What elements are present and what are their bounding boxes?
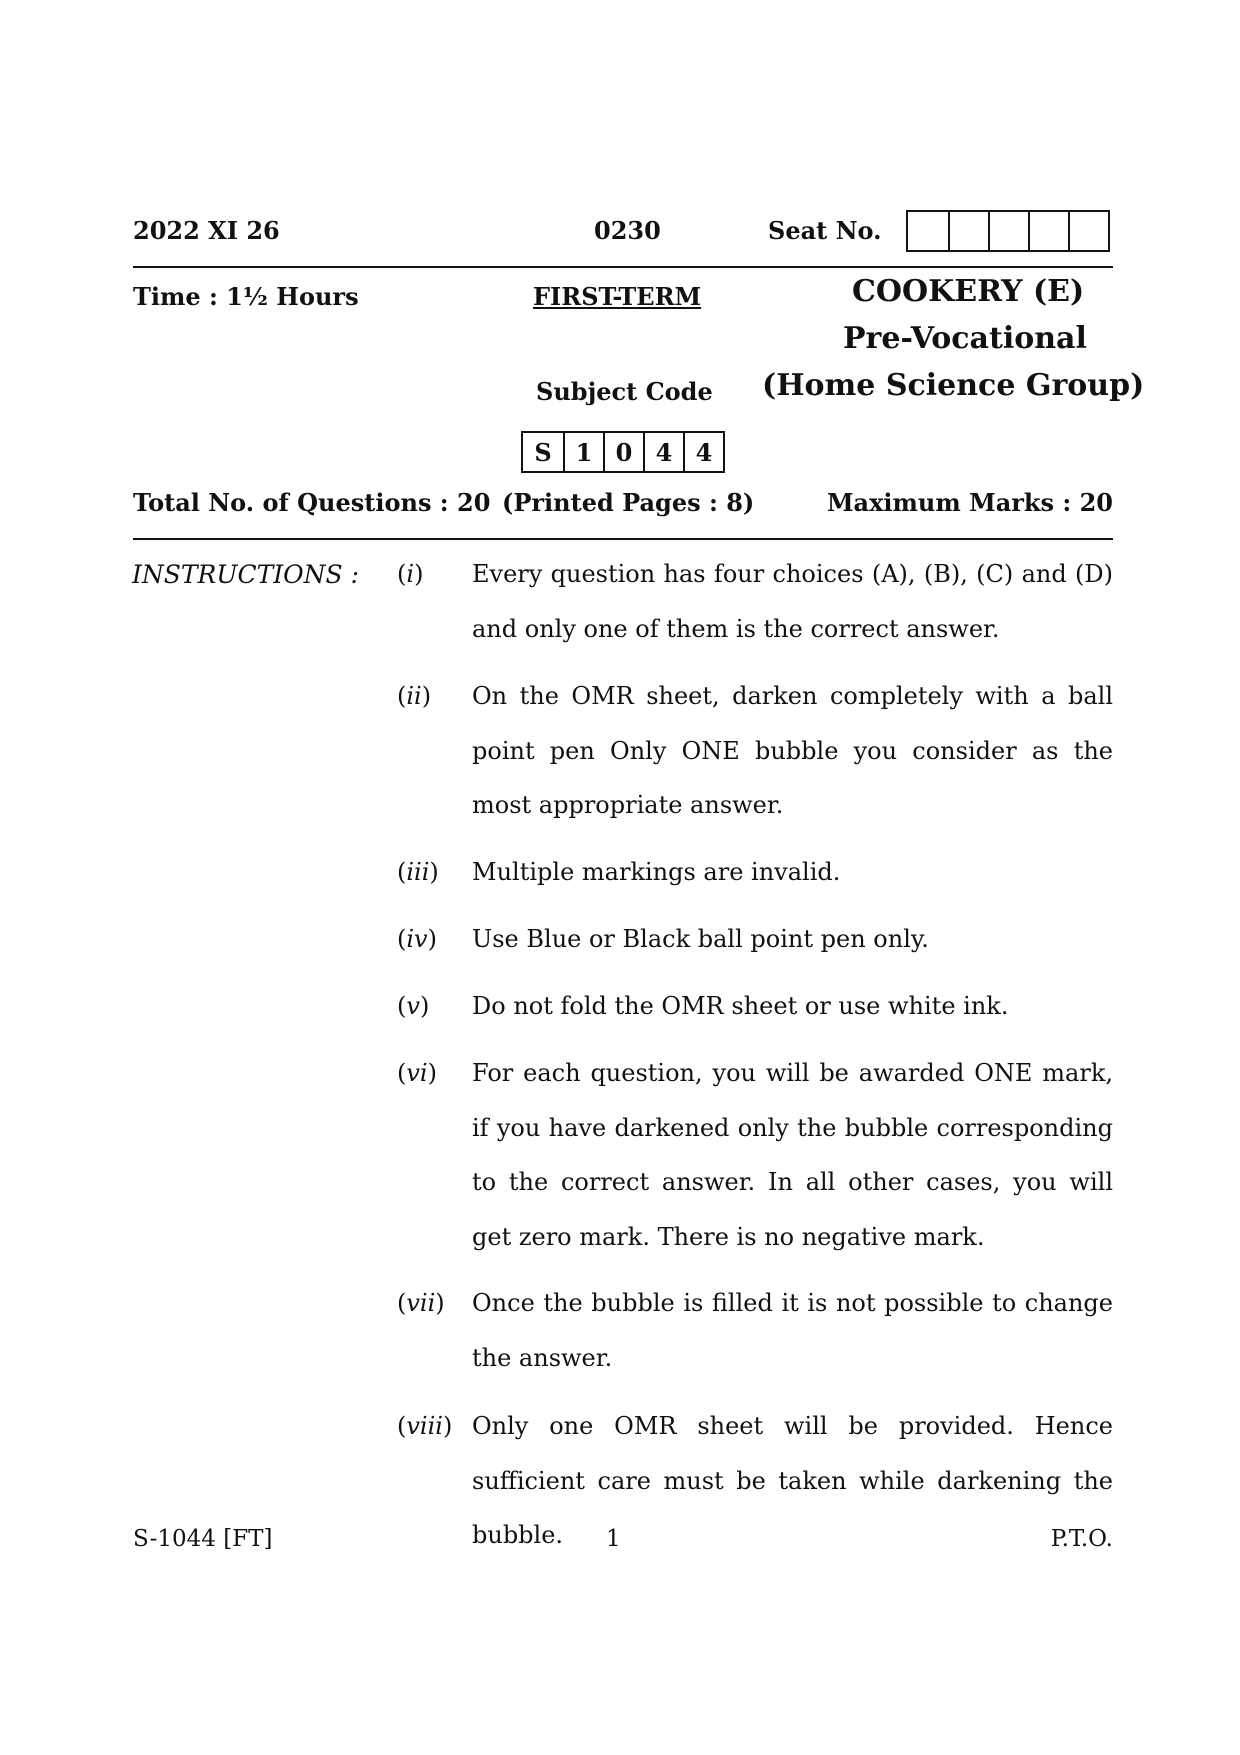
page-number: 1 — [606, 1526, 621, 1552]
instruction-text: Multiple markings are invalid. — [472, 858, 841, 886]
subject-line-2: Pre-Vocational — [843, 321, 1087, 356]
instruction-number: (vii) — [397, 1289, 445, 1317]
subject-code-boxes — [521, 431, 725, 473]
subject-code-char: 4 — [643, 433, 683, 471]
printed-pages: (Printed Pages : 8) — [502, 488, 755, 517]
instruction-number: (iii) — [397, 858, 439, 886]
seat-box — [988, 212, 1028, 250]
instruction-text: Once the bubble is filled it is not possible to change the answer. — [472, 1289, 1113, 1372]
instruction-number: (i) — [397, 560, 424, 588]
seat-number-boxes — [906, 210, 1110, 252]
term-title: FIRST-TERM — [533, 282, 702, 311]
instruction-text: Use Blue or Black ball point pen only. — [472, 925, 929, 953]
maximum-marks: Maximum Marks : 20 — [826, 488, 1113, 517]
total-questions: Total No. of Questions : 20 — [133, 488, 491, 517]
instruction-number: (ii) — [397, 682, 432, 710]
subject-code-label: Subject Code — [536, 377, 713, 406]
instructions-divider — [133, 538, 1113, 540]
subject-line-3: (Home Science Group) — [762, 368, 1145, 403]
subject-code-char: S — [534, 437, 552, 467]
subject-code-char: 0 — [603, 433, 643, 471]
instructions-label: INSTRUCTIONS : — [132, 560, 359, 589]
subject-code-char: 4 — [683, 433, 723, 471]
time-allowed: Time : 1½ Hours — [133, 282, 359, 311]
instruction-text: Do not fold the OMR sheet or use white ink. — [472, 992, 1009, 1020]
paper-code: 0230 — [594, 216, 661, 245]
instruction-number: (v) — [397, 992, 430, 1020]
instruction-number: (viii) — [397, 1412, 453, 1440]
instruction-text: Every question has four choices (A), (B), (C) and (D) and only one of them is the correct answer. — [472, 560, 1113, 643]
exam-year-code: 2022 XI 26 — [133, 216, 280, 245]
seat-box — [1068, 212, 1108, 250]
instruction-number: (iv) — [397, 925, 437, 953]
seat-label: Seat No. — [768, 216, 882, 245]
instruction-text: Only one OMR sheet will be provided. Hence sufficient care must be taken while darkening the bubble. — [472, 1412, 1113, 1549]
instruction-text: For each question, you will be awarded ONE mark, if you have darkened only the bubble corresponding to the correct answer. In all other cases, you will get zero mark. There is no negative mark. — [472, 1059, 1113, 1251]
pto-label: P.T.O. — [1050, 1526, 1113, 1552]
seat-box — [948, 212, 988, 250]
seat-box — [908, 212, 948, 250]
instruction-text: On the OMR sheet, darken completely with a ball point pen Only ONE bubble you consider as the most appropriate answer. — [472, 682, 1113, 819]
header-divider — [133, 266, 1113, 268]
subject-code-char: 1 — [563, 433, 603, 471]
footer-code: S-1044 [FT] — [133, 1526, 273, 1552]
instruction-number: (vi) — [397, 1059, 437, 1087]
seat-box — [1028, 212, 1068, 250]
subject-title: COOKERY (E) — [852, 274, 1085, 309]
